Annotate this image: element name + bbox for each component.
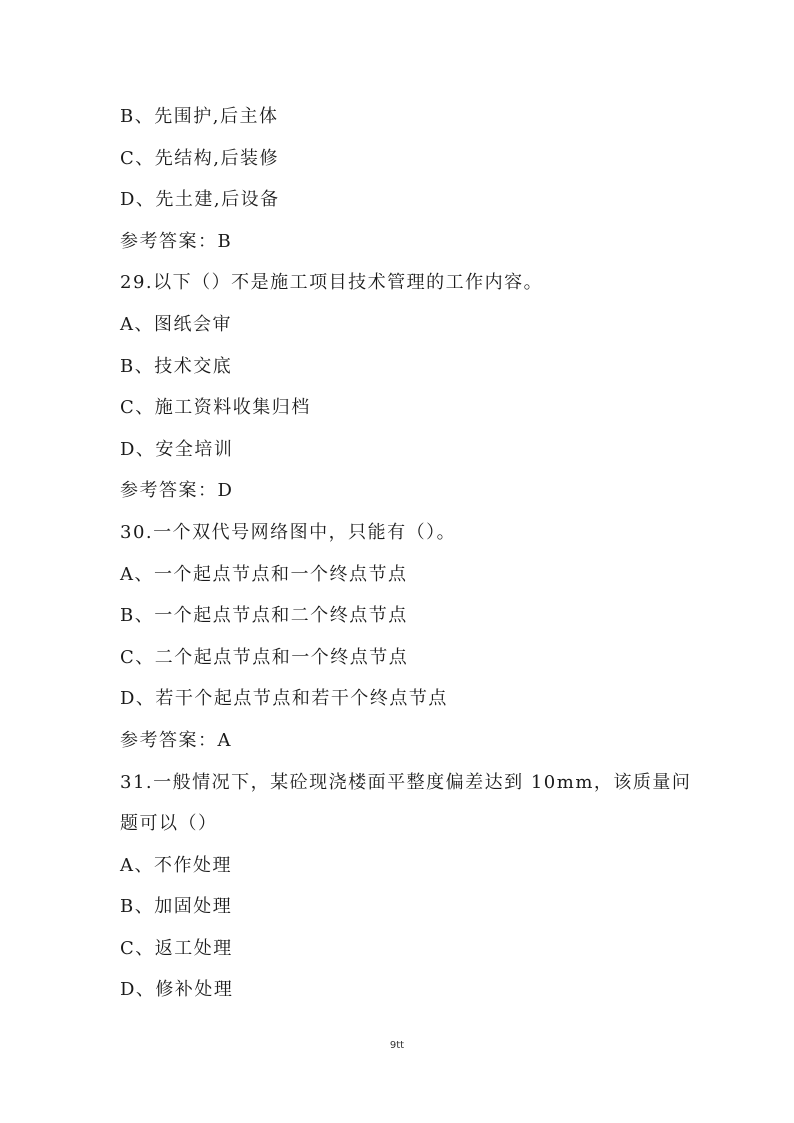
- option-line: A、图纸会审: [120, 313, 232, 335]
- option-line: C、施工资料收集归档: [120, 397, 311, 419]
- answer-line: 参考答案：D: [120, 480, 234, 502]
- question-line: 30.一个双代号网络图中，只能有（）。: [120, 521, 457, 543]
- option-line: D、先土建,后设备: [120, 189, 280, 211]
- option-line: B、技术交底: [120, 355, 233, 377]
- option-line: A、一个起点节点和一个终点节点: [120, 563, 408, 585]
- option-line: D、修补处理: [120, 979, 234, 1001]
- option-line: B、加固处理: [120, 896, 233, 918]
- option-line: B、一个起点节点和二个终点节点: [120, 605, 408, 627]
- question-line: 31.一般情况下，某砼现浇楼面平整度偏差达到 10mm，该质量问: [120, 771, 692, 793]
- option-line: D、安全培训: [120, 438, 234, 460]
- answer-line: 参考答案：A: [120, 729, 232, 751]
- question-line: 29.以下（）不是施工项目技术管理的工作内容。: [120, 272, 544, 294]
- question-text-block: [120, 96, 692, 1011]
- option-line: B、先围护,后主体: [120, 106, 279, 127]
- option-line: C、返工处理: [120, 937, 233, 959]
- answer-line: 参考答案：B: [120, 230, 233, 252]
- option-line: D、若干个起点节点和若干个终点节点: [120, 688, 448, 710]
- option-line: A、不作处理: [120, 854, 232, 876]
- page-number: 9tt: [389, 1040, 405, 1051]
- option-line: C、先结构,后装修: [120, 147, 279, 169]
- question-line-continued: 题可以（）: [120, 813, 218, 835]
- option-line: C、二个起点节点和一个终点节点: [120, 646, 409, 668]
